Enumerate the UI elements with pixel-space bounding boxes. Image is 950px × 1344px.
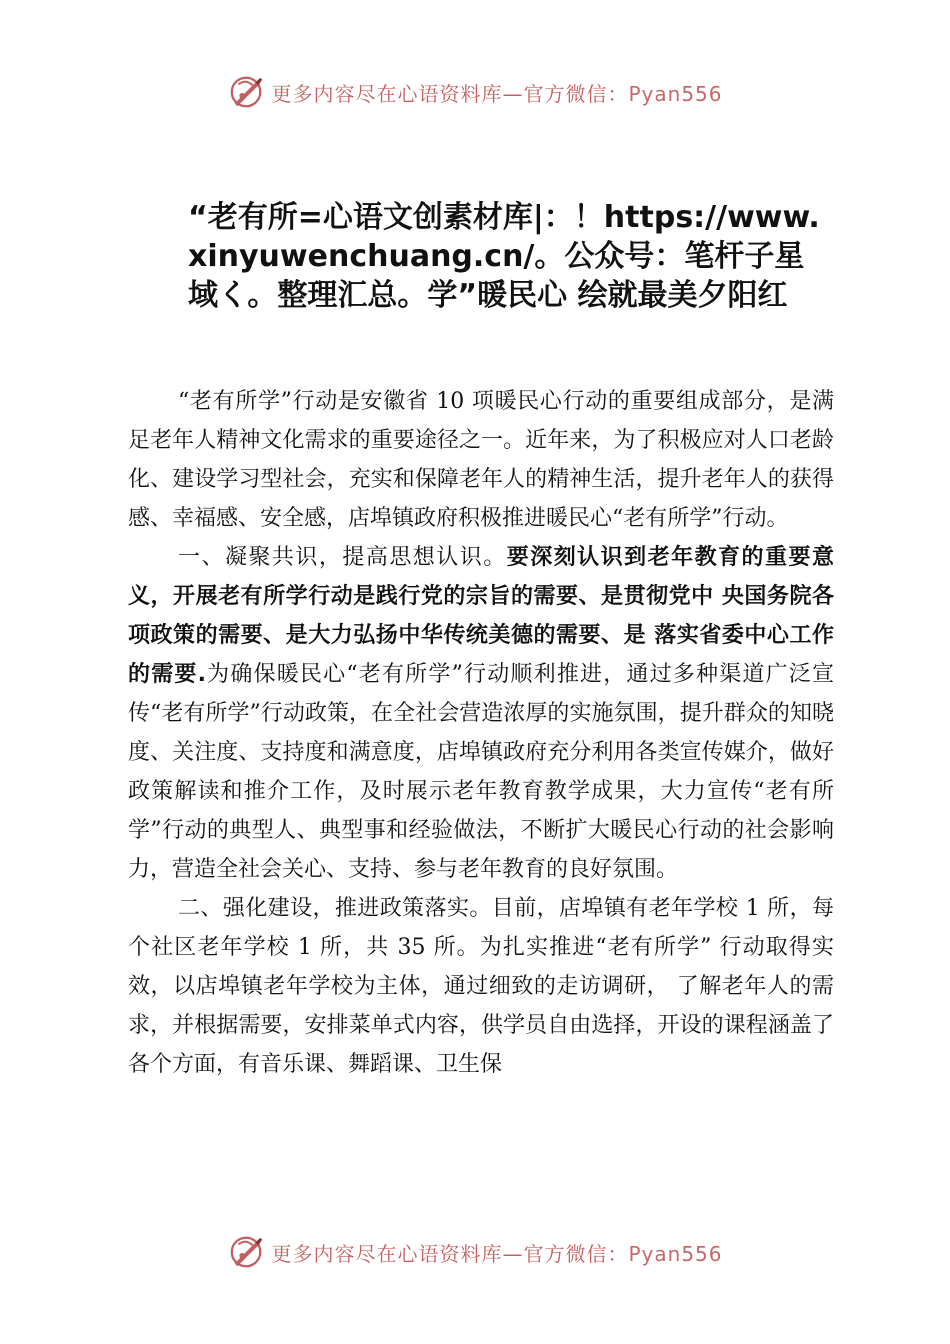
section-1-heading: 一、凝聚共识，提高思想认识。 bbox=[178, 545, 507, 570]
section-1-text: 为确保暖民心“老有所学”行动顺利推进，通过多种渠道广泛宣传“老有所学”行动政策，在全社会营造浓厚的实施氛围，提升群众的知晓度、关注度、支持度和满意度，店埠镇政府充分利用各类宣传媒介，做好政策解读和推介工作，及时展示老年教育教学成果，大力宣传“老有所学”行动的典型人、典型事和经验做法，不断扩大暖民心行动的社会影响 力，营造全社会关心、支持、参与老年教育的良好氛围。 bbox=[128, 662, 834, 882]
document-title: “老有所=心语文创素材库|：！https://www.xinyuwenchuang.cn/。公众号：笔杆子星域く。整理汇总。学”暖民心 绘就最美夕阳红 bbox=[188, 200, 820, 313]
section-1-emphasis: 要深刻认识到老年教育的重要意义，开展老有所学行动是践行党的宗旨的需要、是贯彻党中 央国务院各项政策的需要、是大力弘扬中华传统美德的需要、是 落实省委中心工作的需要. bbox=[128, 545, 834, 687]
paragraph-section-2: 二、强化建设，推进政策落实。目前，店埠镇有老年学校 1 所，每个社区老年学校 1 所，共 35 所。为扎实推进“老有所学” 行动取得实效，以店埠镇老年学校为主体，通过细致的走访调研， 了解老年人的需求，并根据需要，安排菜单式内容，供学员自由选择，开设的课程涵盖了各个方面，有音乐课、舞蹈课、卫生保 bbox=[128, 896, 835, 1077]
footer-watermark bbox=[0, 1230, 950, 1274]
document-body bbox=[128, 382, 834, 1084]
watermark-handle: Pyan556 bbox=[628, 1241, 723, 1266]
header-watermark bbox=[0, 70, 950, 114]
paragraph-section-1 bbox=[128, 538, 834, 889]
watermark-text: 更多内容尽在心语资料库—官方微信：Pyan556 bbox=[271, 81, 723, 106]
pen-logo-icon bbox=[227, 1233, 265, 1271]
paragraph-intro: “老有所学”行动是安徽省 10 项暖民心行动的重要组成部分，是满足老年人精神文化需求的重要途径之一。近年来，为了积极应对人口老龄化、建设学习型社会，充实和保障老年人的精神生活，提升老年人的获得感、幸福感、安全感，店埠镇政府积极推进暖民心“老有所学”行动。 bbox=[128, 389, 834, 531]
pen-logo-icon bbox=[227, 73, 265, 111]
watermark-text: 更多内容尽在心语资料库—官方微信：Pyan556 bbox=[271, 1241, 723, 1266]
watermark-handle: Pyan556 bbox=[628, 81, 723, 106]
